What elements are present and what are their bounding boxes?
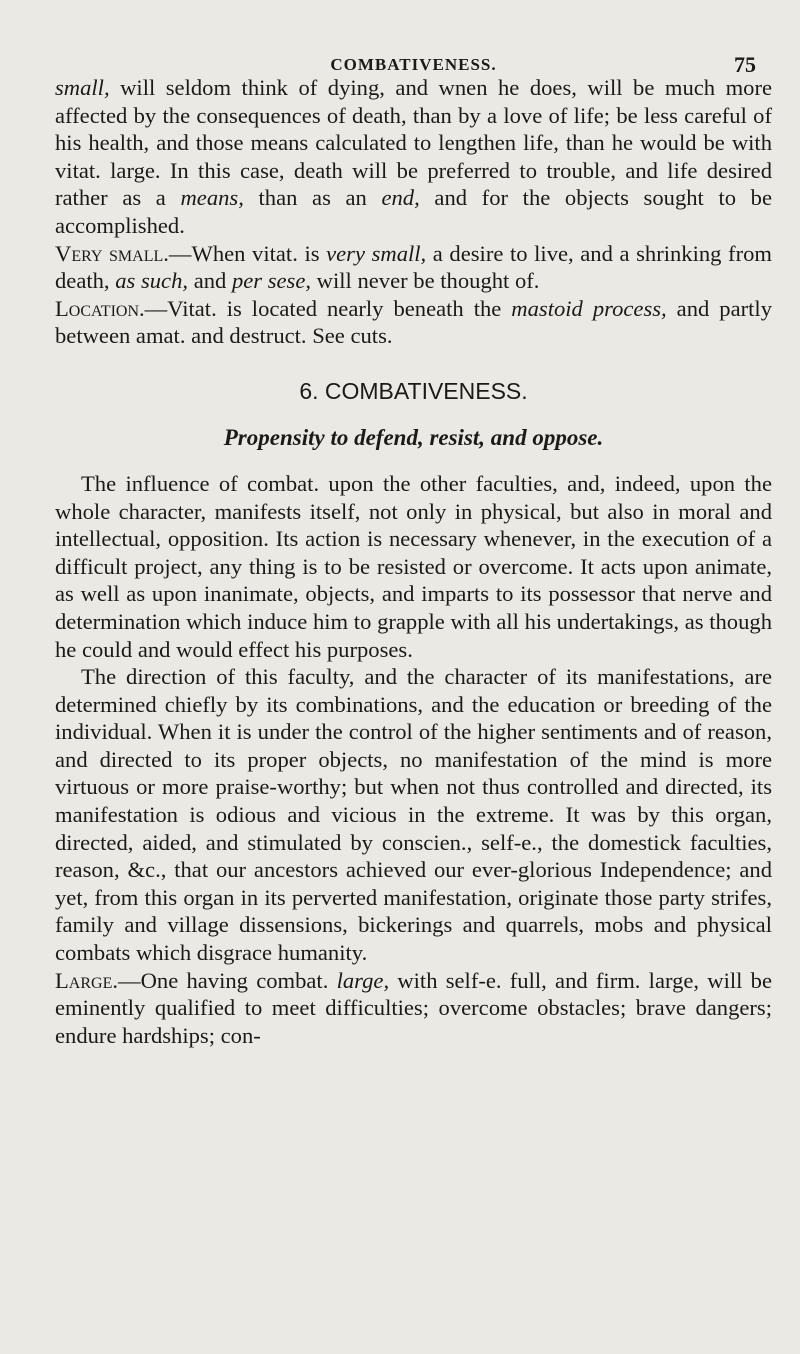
section-subtitle: Propensity to defend, resist, and oppose. xyxy=(223,424,604,450)
emphasis-text: as such, xyxy=(115,268,189,294)
location-label: Location. xyxy=(55,295,145,321)
page-number: 75 xyxy=(734,52,756,77)
emphasis-text: per sese, xyxy=(231,268,312,294)
large-label: Large. xyxy=(55,967,119,993)
very-small-label: Very small. xyxy=(55,240,169,266)
body-text: than as an xyxy=(243,185,382,211)
body-paragraph: The influence of combat. upon the other faculties, and, indeed, upon the whole character, manifests itself, not only in physical, but also in moral and intellectual, opposition. Its action is necessary whenever, in the execution of a difficult project, any thing is to be resisted or overcome. It acts upon animate, as well as upon inanimate, objects, and imparts to its possessor that nerve and determination which induce him to grapple with all his undertakings, as though he could and would effect his purposes. xyxy=(55,470,772,662)
body-text: —One having combat. xyxy=(118,967,337,993)
continuation-paragraph xyxy=(55,74,772,240)
body-text: and partly between amat. and destruct. See cuts. xyxy=(55,295,772,349)
section-heading: 6. COMBATIVENESS. xyxy=(299,377,528,404)
running-title: COMBATIVENESS. xyxy=(330,55,497,74)
body-text: a desire to live, and a shrinking from death, xyxy=(55,240,772,294)
emphasis-text: very small, xyxy=(326,240,427,266)
emphasis-text: means, xyxy=(180,185,244,211)
emphasis-text: mastoid process, xyxy=(511,295,667,321)
large-paragraph xyxy=(55,967,772,1050)
body-text: will never be thought of. xyxy=(311,268,540,294)
body-paragraph: The direction of this faculty, and the character of its manifestations, are determined chiefly by its combinations, and the education or breeding of the individual. When it is under the control of the higher sentiments and of reason, and directed to its proper objects, no manifestation of the mind is more virtuous or more praise-worthy; but when not thus controlled and directed, its manifestation is odious and vicious in the extreme. It was by this organ, directed, aided, and stimulated by conscien., self-e., the domestick faculties, reason, &c., that our ancestors achieved our ever-glorious Independence; and yet, from this organ in its perverted manifestation, originate those party strifes, family and village dissensions, bickerings and quarrels, mobs and physical combats which disgrace humanity. xyxy=(55,664,772,966)
body-text: —Vitat. is located nearly beneath the xyxy=(144,295,512,321)
body-text: and for the objects sought to be accomplished. xyxy=(55,185,772,238)
body-text: —When vitat. is xyxy=(168,240,327,266)
body-text: with self-e. full, and firm. large, will be eminently qualified to meet difficulties; overcome obstacles; brave dangers; endure hardships; con- xyxy=(55,967,772,1048)
very-small-paragraph xyxy=(55,240,772,295)
emphasis-text: end, xyxy=(381,185,420,211)
running-header xyxy=(55,0,772,77)
location-paragraph xyxy=(55,295,772,350)
body-text: will seldom think of dying, and wnen he does, will be much more affected by the consequences of death, than by a love of life; be less careful of his health, and those means calculated to lengthen life, than he would be with vitat. large. In this case, death will be preferred to trouble, and life desired rather as a xyxy=(55,75,772,211)
body-text: and xyxy=(188,268,232,294)
emphasis-text: large, xyxy=(336,967,390,993)
emphasis-text: small, xyxy=(55,75,110,100)
